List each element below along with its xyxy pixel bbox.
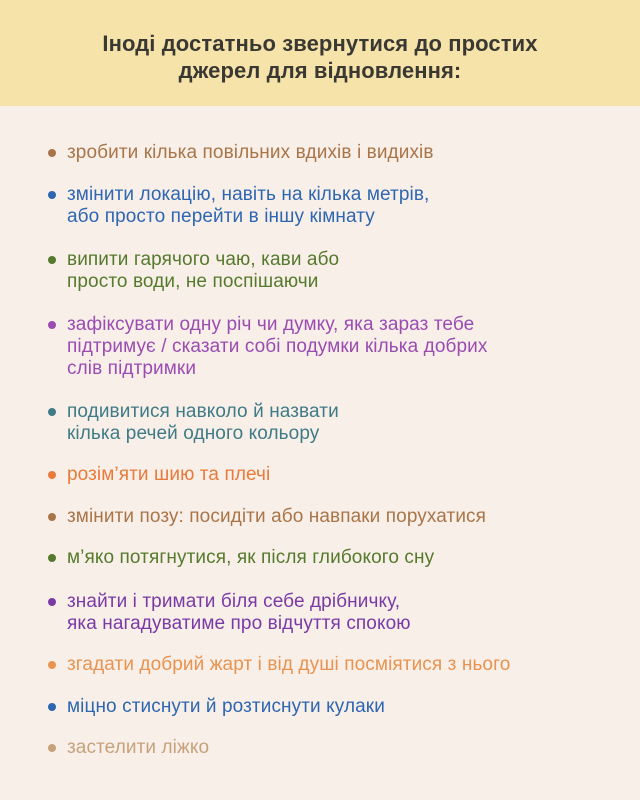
bullet-dot-icon — [48, 598, 56, 606]
list-item — [48, 464, 628, 486]
list-item-line: згадати добрий жарт і від душі посміятися з нього — [67, 654, 511, 675]
list-item-text — [67, 184, 628, 228]
list-item — [48, 591, 628, 635]
list-item-text — [67, 696, 628, 718]
list-item-text — [67, 737, 628, 759]
bullet-dot-icon — [48, 191, 56, 199]
bullet-dot-icon — [48, 744, 56, 752]
list-item — [48, 314, 628, 380]
list-item — [48, 737, 628, 759]
list-item-line: або просто перейти в іншу кімнату — [67, 206, 375, 227]
list-item — [48, 696, 628, 718]
list-item-text — [67, 591, 628, 635]
list-item-line: слів підтримки — [67, 358, 197, 379]
bullet-dot-icon — [48, 513, 56, 521]
list-item-text — [67, 654, 628, 676]
bullet-dot-icon — [48, 321, 56, 329]
bullet-dot-icon — [48, 703, 56, 711]
list-item-text — [67, 547, 628, 569]
list-item-line: підтримує / сказати собі подумки кілька добрих — [67, 336, 488, 357]
list-item-line: застелити ліжко — [67, 737, 210, 758]
list-item-line: розім’яти шию та плечі — [67, 464, 271, 485]
list-item-text — [67, 249, 628, 293]
list-item — [48, 654, 628, 676]
list-item-text — [67, 401, 628, 445]
list-item-text — [67, 142, 628, 164]
list-item — [48, 401, 628, 445]
list-item-line: змінити позу: посидіти або навпаки порухатися — [67, 506, 487, 527]
bullet-dot-icon — [48, 661, 56, 669]
list-item-line: м’яко потягнутися, як після глибокого сну — [67, 547, 435, 568]
list-item-line: кілька речей одного кольору — [67, 423, 320, 444]
page-title-line: Іноді достатньо звернутися до простих — [102, 31, 538, 56]
bullet-dot-icon — [48, 408, 56, 416]
bullet-dot-icon — [48, 554, 56, 562]
list-item-line: просто води, не поспішаючи — [67, 271, 319, 292]
bullet-dot-icon — [48, 149, 56, 157]
page-title-line: джерел для відновлення: — [178, 58, 462, 83]
list-item-line: зафіксувати одну річ чи думку, яка зараз тебе — [67, 314, 475, 335]
list-item — [48, 184, 628, 228]
list-item — [48, 142, 628, 164]
list-item — [48, 249, 628, 293]
list-item-line: знайти і тримати біля себе дрібничку, — [67, 591, 401, 612]
list-item — [48, 547, 628, 569]
list-item-text — [67, 506, 628, 528]
list-item-text — [67, 464, 628, 486]
list-item-text — [67, 314, 628, 380]
list-item-line: змінити локацію, навіть на кілька метрів, — [67, 184, 430, 205]
list-item — [48, 506, 628, 528]
bullet-dot-icon — [48, 256, 56, 264]
list-item-line: яка нагадуватиме про відчуття спокою — [67, 613, 411, 634]
bullet-dot-icon — [48, 471, 56, 479]
list-item-line: зробити кілька повільних вдихів і видихів — [67, 142, 434, 163]
list-item-line: міцно стиснути й розтиснути кулаки — [67, 696, 385, 717]
list-item-line: подивитися навколо й назвати — [67, 401, 339, 422]
list-item-line: випити гарячого чаю, кави або — [67, 249, 340, 270]
